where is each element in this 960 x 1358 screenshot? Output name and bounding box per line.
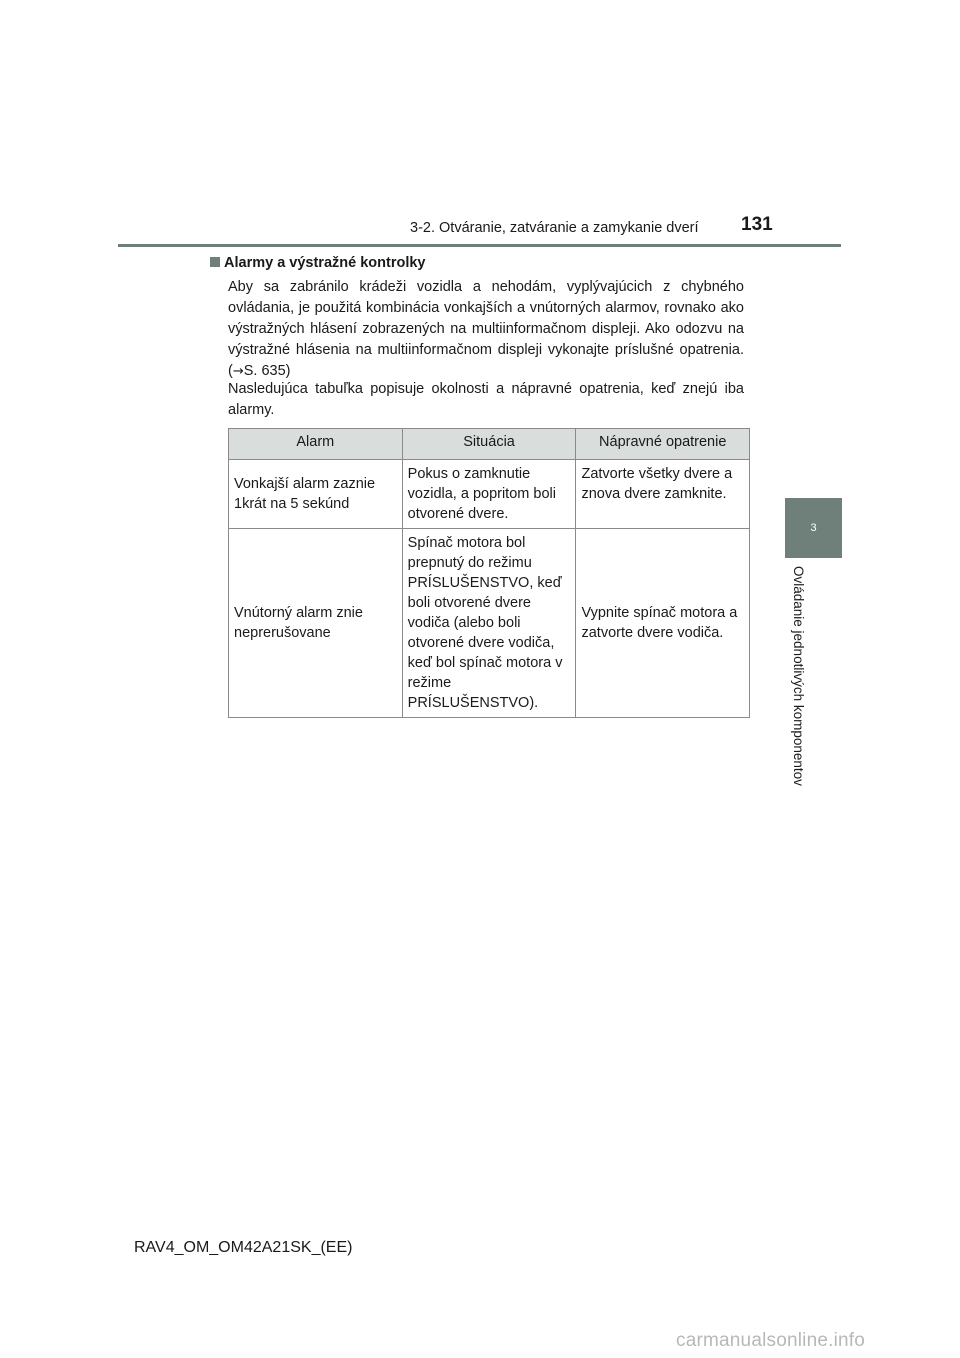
- cell-alarm: Vnútorný alarm znie neprerušovane: [229, 529, 403, 718]
- cell-alarm: Vonkajší alarm zaznie 1krát na 5 sekúnd: [229, 460, 403, 529]
- table-row: [229, 460, 750, 529]
- header-title: 3-2. Otváranie, zatváranie a zamykanie dverí: [410, 220, 699, 236]
- column-header-remedy: Nápravné opatrenie: [576, 429, 750, 460]
- alarm-table: [228, 428, 750, 718]
- cell-situation: Pokus o zamknutie vozidla, a popritom boli otvorené dvere.: [402, 460, 576, 529]
- chapter-tab[interactable]: [785, 498, 842, 558]
- table-intro-paragraph: Nasledujúca tabuľka popisuje okolnosti a nápravné opatrenia, keď znejú iba alarmy.: [228, 381, 744, 418]
- cell-remedy: Vypnite spínač motora a zatvorte dvere vodiča.: [576, 529, 750, 718]
- chapter-tab-number: 3: [810, 522, 817, 534]
- page-reference-link[interactable]: S. 635): [243, 363, 291, 379]
- watermark: carmanualsonline.info: [676, 1330, 866, 1351]
- footer-document-code: RAV4_OM_OM42A21SK_(EE): [134, 1239, 353, 1256]
- square-bullet-icon: [210, 257, 220, 267]
- section-heading-text: Alarmy a výstražné kontrolky: [224, 255, 426, 271]
- table-row: [229, 529, 750, 718]
- column-header-alarm: Alarm: [229, 429, 403, 460]
- intro-paragraph-text: Aby sa zabránilo krádeži vozidla a nehodám, vyplývajúcich z chybného ovládania, je použitá kombinácia vonkajších a vnútorných alarmov, rovnako ako výstražných hlásení zobrazených na multiinformačnom displeji. Ako odozvu na výstražné hlásenia na multiinformačnom displeji vykonajte príslušné opatrenia. (: [228, 279, 744, 379]
- intro-paragraph: [228, 277, 744, 382]
- header-rule: [118, 244, 841, 247]
- column-header-situation: Situácia: [402, 429, 576, 460]
- section-heading: [210, 255, 425, 271]
- chapter-tab-label: Ovládanie jednotlivých komponentov: [791, 566, 806, 786]
- cell-remedy: Zatvorte všetky dvere a znova dvere zamknite.: [576, 460, 750, 529]
- cell-situation: Spínač motora bol prepnutý do režimu PRÍSLUŠENSTVO, keď boli otvorené dvere vodiča (alebo boli otvorené dvere vodiča, keď bol spínač motora v režime PRÍSLUŠENSTVO).: [402, 529, 576, 718]
- arrow-right-icon: →: [232, 364, 244, 379]
- page-number: 131: [741, 214, 773, 235]
- table-header-row: [229, 429, 750, 460]
